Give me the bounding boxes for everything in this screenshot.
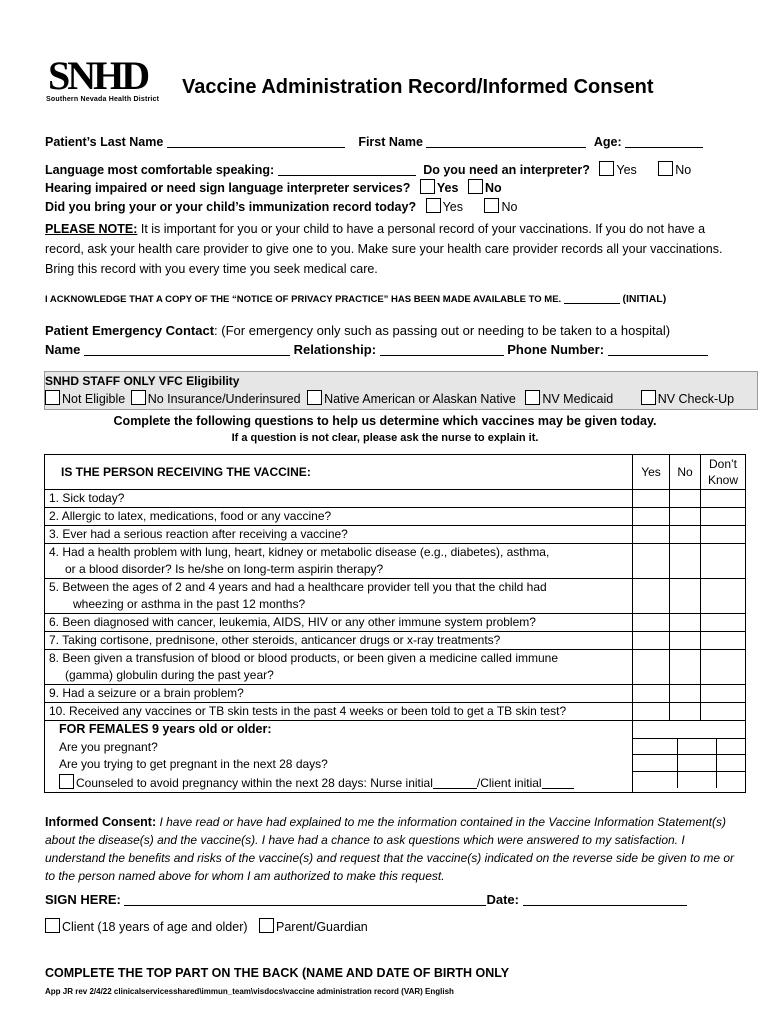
- emergency-label: Patient Emergency Contact: [45, 323, 215, 338]
- privacy-row: [45, 291, 666, 308]
- q9-no-cell[interactable]: [670, 685, 701, 703]
- q1-yes-cell[interactable]: [633, 490, 670, 508]
- counseled-no-cell[interactable]: [678, 771, 717, 788]
- question-row-3: 3. Ever had a serious reaction after receiving a vaccine?: [45, 526, 746, 544]
- q6-no-cell[interactable]: [670, 614, 701, 632]
- q9-dont-know-cell[interactable]: [701, 685, 746, 703]
- interpreter-yes-label: Yes: [616, 163, 637, 177]
- emergency-text: : (For emergency only such as passing out or needing to be taken to a hospital): [214, 323, 671, 338]
- q6-yes-cell[interactable]: [633, 614, 670, 632]
- q5-no-cell[interactable]: [670, 579, 701, 614]
- q5-dont-know-cell[interactable]: [701, 579, 746, 614]
- trying-pregnant-question: Are you trying to get pregnant in the next 28 days?: [59, 757, 328, 771]
- col-dont-know-header: Don’t Know: [701, 455, 746, 490]
- language-row: [45, 161, 691, 178]
- please-note-label: PLEASE NOTE:: [45, 222, 138, 236]
- native-american-checkbox[interactable]: [307, 390, 322, 405]
- counseled-label: Counseled to avoid pregnancy within the next 28 days: Nurse initial: [76, 775, 433, 790]
- hearing-no-label: No: [484, 181, 502, 195]
- patient-name-row: [45, 134, 703, 150]
- hearing-yes-checkbox[interactable]: [420, 179, 435, 194]
- question-row-9: 9. Had a seizure or a brain problem?: [45, 685, 746, 703]
- no-insurance-checkbox[interactable]: [131, 390, 146, 405]
- client-initial-label: /Client initial: [476, 775, 542, 790]
- date-field[interactable]: [523, 893, 687, 906]
- questions-header: IS THE PERSON RECEIVING THE VACCINE:: [45, 455, 633, 490]
- date-label: Date:: [486, 892, 519, 907]
- q10-yes-cell[interactable]: [633, 703, 670, 721]
- q5-yes-cell[interactable]: [633, 579, 670, 614]
- q4-yes-cell[interactable]: [633, 544, 670, 579]
- counseled-dont-know-cell[interactable]: [717, 771, 746, 788]
- sign-label: SIGN HERE:: [45, 892, 121, 907]
- q9-yes-cell[interactable]: [633, 685, 670, 703]
- hearing-row: [45, 179, 502, 196]
- pregnant-no-cell[interactable]: [678, 738, 717, 754]
- back-page-note: COMPLETE THE TOP PART ON THE BACK (NAME AND DATE OF BIRTH ONLY: [45, 966, 510, 980]
- nv-check-up-checkbox[interactable]: [641, 390, 656, 405]
- page-title: Vaccine Administration Record/Informed Consent: [182, 76, 654, 98]
- immunization-yes-checkbox[interactable]: [426, 198, 441, 213]
- emergency-name-field[interactable]: [84, 343, 290, 356]
- signer-type-row: [45, 918, 368, 935]
- language-field[interactable]: [278, 163, 416, 176]
- females-answer-cells: [633, 721, 746, 793]
- interpreter-label: Do you need an interpreter?: [423, 163, 590, 177]
- logo-subtitle: Southern Nevada Health District: [46, 96, 160, 103]
- native-american-label: Native American or Alaskan Native: [324, 392, 516, 406]
- client-option-label: Client (18 years of age and older): [62, 920, 248, 934]
- age-field[interactable]: [625, 135, 703, 148]
- q4-no-cell[interactable]: [670, 544, 701, 579]
- col-no-header: No: [670, 455, 701, 490]
- last-name-label: Patient’s Last Name: [45, 135, 164, 149]
- nv-check-up-label: NV Check-Up: [657, 392, 735, 406]
- nv-medicaid-checkbox[interactable]: [525, 390, 540, 405]
- instructions-main: Complete the following questions to help us determine which vaccines may be given today.: [113, 414, 657, 428]
- please-note-text: It is important for you or your child to have a personal record of your vaccinations. If you do not have a record, ask your health care provider to give one to you. Make sure your health care provider records all your vaccinations. Bring this record with you every time you seek medical care.: [45, 222, 723, 276]
- immunization-label: Did you bring your or your child’s immunization record today?: [45, 200, 417, 214]
- snhd-logo: SNHD: [48, 53, 148, 98]
- privacy-text: I ACKNOWLEDGE THAT A COPY OF THE “NOTICE OF PRIVACY PRACTICE” HAS BEEN MADE AVAILABLE TO ME.: [45, 294, 562, 305]
- trying-yes-cell[interactable]: [633, 754, 678, 771]
- not-eligible-label: Not Eligible: [62, 392, 126, 406]
- question-row-2: 2. Allergic to latex, medications, food or any vaccine?: [45, 508, 746, 526]
- emergency-fields-row: Name Relationship: Phone Number:: [45, 342, 708, 358]
- pregnant-question: Are you pregnant?: [59, 739, 158, 754]
- no-insurance-label: No Insurance/Underinsured: [147, 392, 301, 406]
- trying-no-cell[interactable]: [678, 754, 717, 771]
- question-row-1: 1. Sick today?: [45, 490, 746, 508]
- informed-consent-label: Informed Consent:: [45, 815, 157, 829]
- females-row: [45, 721, 746, 793]
- privacy-initial-field[interactable]: [564, 291, 620, 304]
- q2-dont-know-cell[interactable]: [701, 508, 746, 526]
- q2-no-cell[interactable]: [670, 508, 701, 526]
- q2-yes-cell[interactable]: [633, 508, 670, 526]
- relationship-label: Relationship: [293, 342, 372, 357]
- trying-dont-know-cell[interactable]: [717, 754, 746, 771]
- first-name-field[interactable]: [426, 135, 586, 148]
- not-eligible-checkbox[interactable]: [45, 390, 60, 405]
- question-row-6: 6. Been diagnosed with cancer, leukemia, AIDS, HIV or any other immune system problem?: [45, 614, 746, 632]
- questions-header-row: [45, 455, 746, 490]
- informed-consent-paragraph: [45, 813, 735, 885]
- informed-consent-text: I have read or have had explained to me the information contained in the Vaccine Information Statement(s) about the disease(s) and the vaccine(s). I have had a chance to ask questions which were answered to my satisfaction. I understand the benefits and risks of the vaccine(s) and request that the vaccine(s) indicated on the reverse side be given to me or to the person named above for whom I am authorized to make this request.: [45, 815, 735, 883]
- hearing-label: Hearing impaired or need sign language interpreter services?: [45, 181, 411, 195]
- emergency-name-label: Name: [45, 342, 81, 357]
- client-initial-field[interactable]: [542, 776, 574, 789]
- q1-no-cell[interactable]: [670, 490, 701, 508]
- emergency-row: [45, 323, 670, 339]
- q8-dont-know-cell[interactable]: [701, 650, 746, 685]
- q7-no-cell[interactable]: [670, 632, 701, 650]
- pregnant-yes-cell[interactable]: [633, 738, 678, 754]
- q3-yes-cell[interactable]: [633, 526, 670, 544]
- question-row-7: 7. Taking cortisone, prednisone, other steroids, anticancer drugs or x-ray treatments?: [45, 632, 746, 650]
- interpreter-yes-checkbox[interactable]: [599, 161, 614, 176]
- language-label: Language most comfortable speaking:: [45, 163, 275, 177]
- q1-dont-know-cell[interactable]: [701, 490, 746, 508]
- nv-medicaid-label: NV Medicaid: [542, 392, 614, 406]
- question-row-8: 8. Been given a transfusion of blood or blood products, or been given a medicine called immune (gamma) globulin during the past year?: [45, 650, 746, 685]
- q8-no-cell[interactable]: [670, 650, 701, 685]
- q3-no-cell[interactable]: [670, 526, 701, 544]
- relationship-field[interactable]: [380, 343, 504, 356]
- instructions-sub: If a question is not clear, please ask the nurse to explain it.: [231, 432, 539, 444]
- immunization-yes-label: Yes: [442, 200, 463, 214]
- hearing-yes-label: Yes: [436, 181, 459, 195]
- please-note-paragraph: [45, 219, 725, 279]
- interpreter-no-checkbox[interactable]: [658, 161, 673, 176]
- q3-dont-know-cell[interactable]: [701, 526, 746, 544]
- q10-no-cell[interactable]: [670, 703, 701, 721]
- parent-guardian-checkbox[interactable]: [259, 918, 274, 933]
- q6-dont-know-cell[interactable]: [701, 614, 746, 632]
- nurse-initial-field[interactable]: [433, 776, 477, 789]
- question-row-4: 4. Had a health problem with lung, heart, kidney or metabolic disease (e.g., diabetes), asthma, or a blood disorder? Is he/she on long-term aspirin therapy?: [45, 544, 746, 579]
- questions-table: [44, 454, 746, 793]
- question-row-10: 10. Received any vaccines or TB skin tests in the past 4 weeks or been told to get a TB skin test?: [45, 703, 746, 721]
- immunization-no-checkbox[interactable]: [484, 198, 499, 213]
- vfc-options-row: [45, 390, 734, 407]
- females-title: FOR FEMALES 9 years old or older:: [59, 722, 272, 736]
- signature-field[interactable]: [124, 893, 486, 906]
- privacy-initial-label: (INITIAL): [622, 293, 667, 305]
- sign-row: [45, 892, 687, 908]
- immunization-no-label: No: [501, 200, 518, 214]
- q4-dont-know-cell[interactable]: [701, 544, 746, 579]
- phone-field[interactable]: [608, 343, 708, 356]
- last-name-field[interactable]: [167, 135, 345, 148]
- counseled-yes-cell[interactable]: [633, 771, 678, 788]
- immunization-row: [45, 198, 517, 215]
- pregnant-dont-know-cell[interactable]: [717, 738, 746, 754]
- phone-label: Phone Number:: [507, 342, 605, 357]
- hearing-no-checkbox[interactable]: [468, 179, 483, 194]
- counseled-checkbox[interactable]: [59, 774, 74, 789]
- interpreter-no-label: No: [675, 163, 692, 177]
- q8-yes-cell[interactable]: [633, 650, 670, 685]
- q7-dont-know-cell[interactable]: [701, 632, 746, 650]
- first-name-label: First Name: [358, 135, 423, 149]
- q7-yes-cell[interactable]: [633, 632, 670, 650]
- client-checkbox[interactable]: [45, 918, 60, 933]
- q10-dont-know-cell[interactable]: [701, 703, 746, 721]
- question-row-5: 5. Between the ages of 2 and 4 years and had a healthcare provider tell you that the child had wheezing or asthma in the past 12 months?: [45, 579, 746, 614]
- footer-meta: App JR rev 2/4/22 clinicalservicesshared\immun_team\visdocs\vaccine administration record (VAR) English: [45, 987, 454, 996]
- age-label: Age:: [593, 135, 622, 149]
- staff-only-title: SNHD STAFF ONLY VFC Eligibility: [45, 374, 240, 388]
- parent-option-label: Parent/Guardian: [276, 920, 368, 934]
- col-yes-header: Yes: [633, 455, 670, 490]
- females-subtable: [633, 721, 745, 788]
